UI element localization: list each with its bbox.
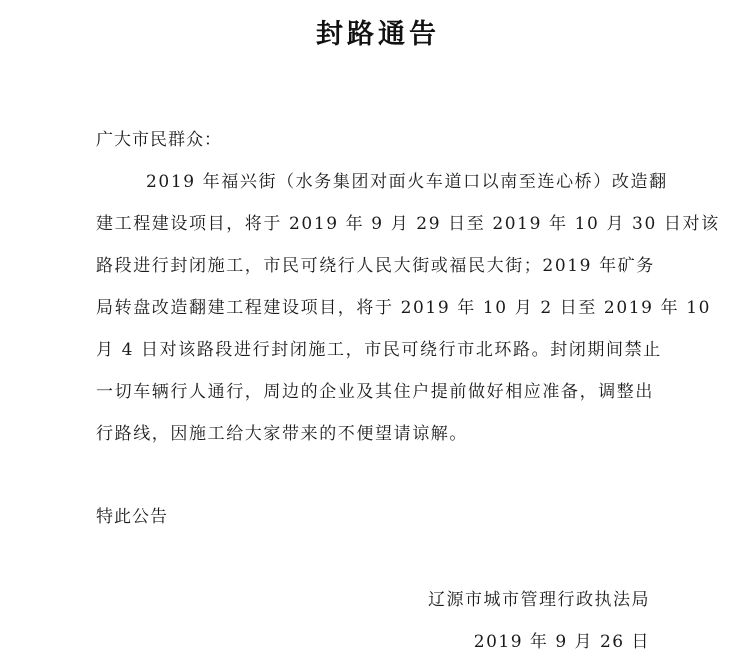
document-title: 封路通告 (316, 19, 440, 50)
body-line: 月 4 日对该路段进行封闭施工，市民可绕行市北环路。封闭期间禁止 (96, 340, 662, 360)
body-line: 建工程建设项目，将于 2019 年 9 月 29 日至 2019 年 10 月 30 日对该 (96, 214, 720, 234)
body-line: 局转盘改造翻建工程建设项目，将于 2019 年 10 月 2 日至 2019 年 10 (96, 298, 712, 318)
body-line: 行路线，因施工给大家带来的不便望请谅解。 (96, 424, 468, 444)
body-line: 2019 年福兴街（水务集团对面火车道口以南至连心桥）改造翻 (146, 172, 668, 192)
body-line: 路段进行封闭施工，市民可绕行人民大街或福民大街；2019 年矿务 (96, 256, 655, 276)
issue-date: 2019 年 9 月 26 日 (473, 632, 650, 652)
salutation: 广大市民群众： (96, 130, 222, 150)
issuer-name: 辽源市城市管理行政执法局 (428, 590, 650, 610)
body-line: 一切车辆行人通行，周边的企业及其住户提前做好相应准备，调整出 (96, 382, 654, 402)
closing-remark: 特此公告 (96, 507, 168, 527)
